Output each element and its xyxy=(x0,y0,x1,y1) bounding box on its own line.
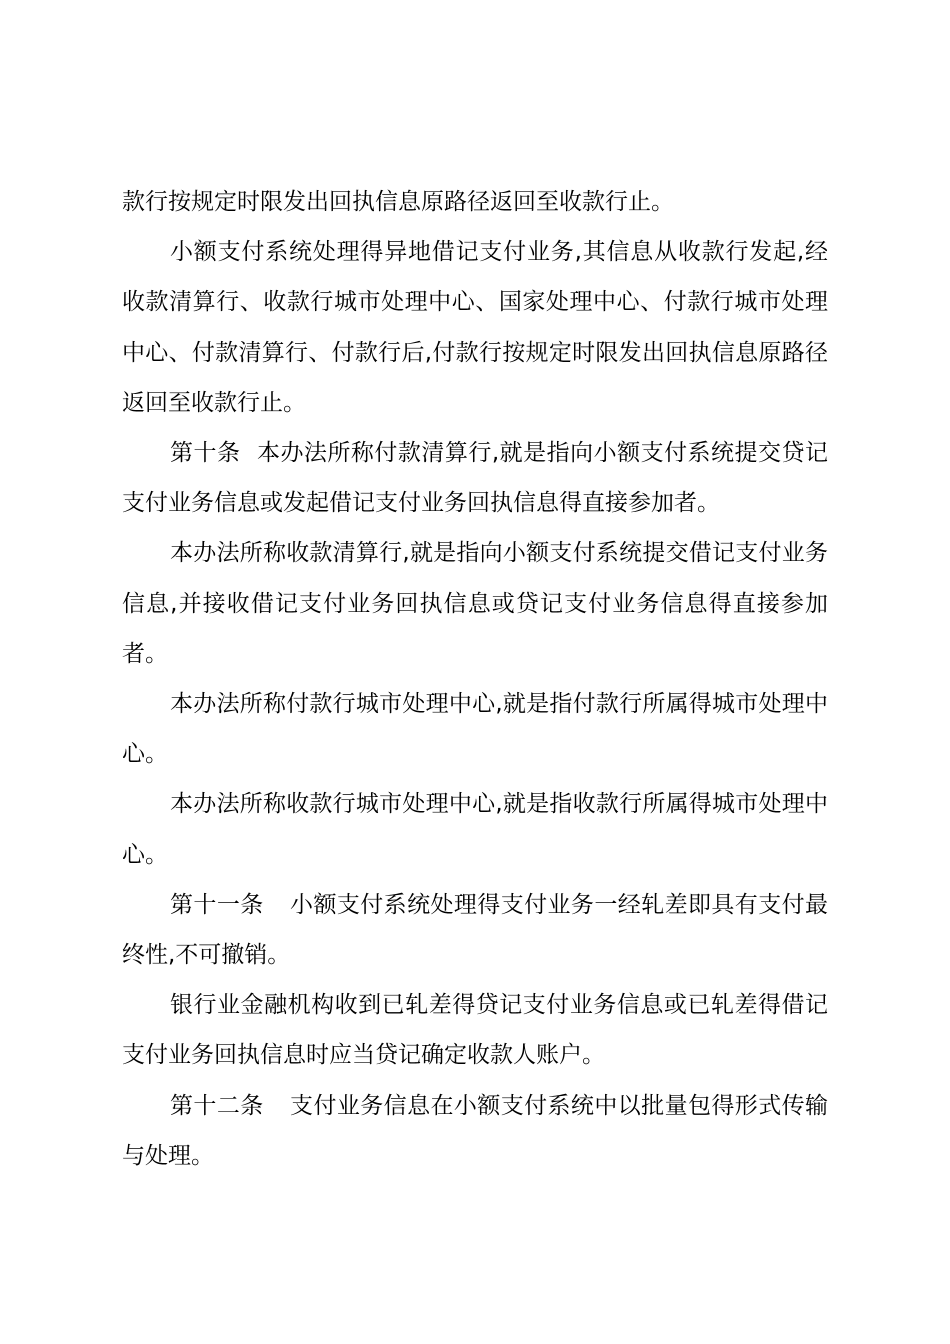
paragraph-text: 本办法所称收款行城市处理中心,就是指收款行所属得城市处理中心。 xyxy=(122,791,828,868)
paragraph-4 xyxy=(122,528,828,679)
article-number: 第十二条 xyxy=(170,1092,264,1119)
paragraph-text: 银行业金融机构收到已轧差得贷记支付业务信息或已轧差得借记支付业务回执信息时应当贷记确定收款人账户。 xyxy=(122,992,828,1069)
article-10 xyxy=(122,428,828,528)
paragraph-text: 款行按规定时限发出回执信息原路径返回至收款行止。 xyxy=(122,189,674,215)
paragraph-text: 本办法所称付款清算行,就是指向小额支付系统提交贷记支付业务信息或发起借记支付业务回执信息得直接参加者。 xyxy=(122,440,829,517)
article-12 xyxy=(122,1081,828,1181)
paragraph-text: 本办法所称付款行城市处理中心,就是指付款行所属得城市处理中心。 xyxy=(122,691,828,768)
paragraph-1 xyxy=(122,177,828,227)
article-number: 第十条 xyxy=(170,440,241,467)
paragraph-text: 本办法所称收款清算行,就是指向小额支付系统提交借记支付业务信息,并接收借记支付业务回执信息或贷记支付业务信息得直接参加者。 xyxy=(122,540,828,667)
paragraph-text: 小额支付系统处理得异地借记支付业务,其信息从收款行发起,经收款清算行、收款行城市处理中心、国家处理中心、付款行城市处理中心、付款清算行、付款行后,付款行按规定时限发出回执信息原路径返回至收款行止。 xyxy=(122,239,828,416)
paragraph-8 xyxy=(122,980,828,1080)
paragraph-5 xyxy=(122,679,828,779)
article-11 xyxy=(122,880,828,980)
paragraph-text: 小额支付系统处理得支付业务一经轧差即具有支付最终性,不可撤销。 xyxy=(122,891,829,969)
article-number: 第十一条 xyxy=(170,891,264,918)
document-body xyxy=(122,177,828,1181)
paragraph-6 xyxy=(122,779,828,879)
paragraph-2 xyxy=(122,227,828,428)
paragraph-text: 支付业务信息在小额支付系统中以批量包得形式传输与处理。 xyxy=(122,1092,829,1169)
